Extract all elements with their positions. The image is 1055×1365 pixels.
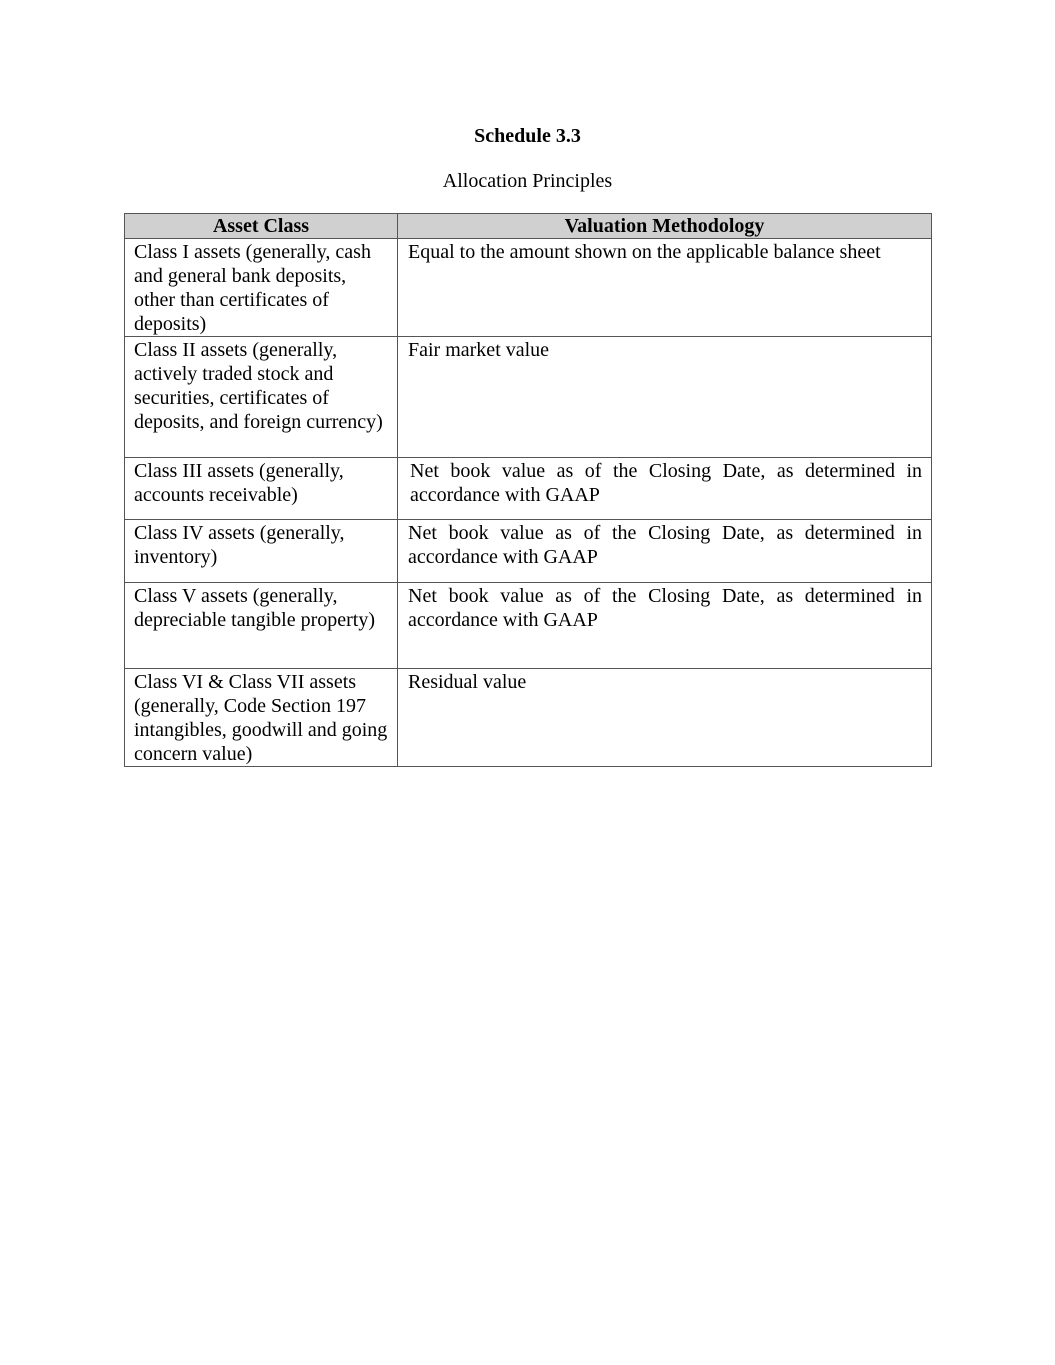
schedule-subtitle: Allocation Principles bbox=[442, 170, 613, 192]
methodology-cell: Residual value bbox=[398, 669, 932, 767]
table-row bbox=[125, 337, 932, 458]
asset-class-cell: Class I assets (generally, cash and general bank deposits, other than certificates of deposits) bbox=[125, 239, 398, 337]
header-row bbox=[125, 214, 932, 239]
header-valuation-methodology: Valuation Methodology bbox=[398, 214, 932, 239]
methodology-cell: Fair market value bbox=[398, 337, 932, 458]
methodology-cell: Net book value as of the Closing Date, as determined in accordance with GAAP bbox=[398, 520, 932, 583]
allocation-table bbox=[124, 213, 932, 767]
schedule-title: Schedule 3.3 bbox=[474, 125, 581, 147]
methodology-cell: Net book value as of the Closing Date, as determined in accordance with GAAP bbox=[398, 583, 932, 669]
table-row bbox=[125, 520, 932, 583]
asset-class-cell: Class VI & Class VII assets (generally, Code Section 197 intangibles, goodwill and going concern value) bbox=[125, 669, 398, 767]
asset-class-cell: Class V assets (generally, depreciable tangible property) bbox=[125, 583, 398, 669]
table-row bbox=[125, 669, 932, 767]
table-header bbox=[125, 214, 932, 239]
table-body bbox=[125, 239, 932, 767]
table-row bbox=[125, 458, 932, 520]
table-row bbox=[125, 583, 932, 669]
asset-class-cell: Class II assets (generally, actively traded stock and securities, certificates of deposits, and foreign currency) bbox=[125, 337, 398, 458]
asset-class-cell: Class III assets (generally, accounts receivable) bbox=[125, 458, 398, 520]
table-row bbox=[125, 239, 932, 337]
methodology-cell: Equal to the amount shown on the applicable balance sheet bbox=[398, 239, 932, 337]
asset-class-cell: Class IV assets (generally, inventory) bbox=[125, 520, 398, 583]
methodology-cell: Net book value as of the Closing Date, as determined in accordance with GAAP bbox=[398, 458, 932, 520]
header-asset-class: Asset Class bbox=[125, 214, 398, 239]
